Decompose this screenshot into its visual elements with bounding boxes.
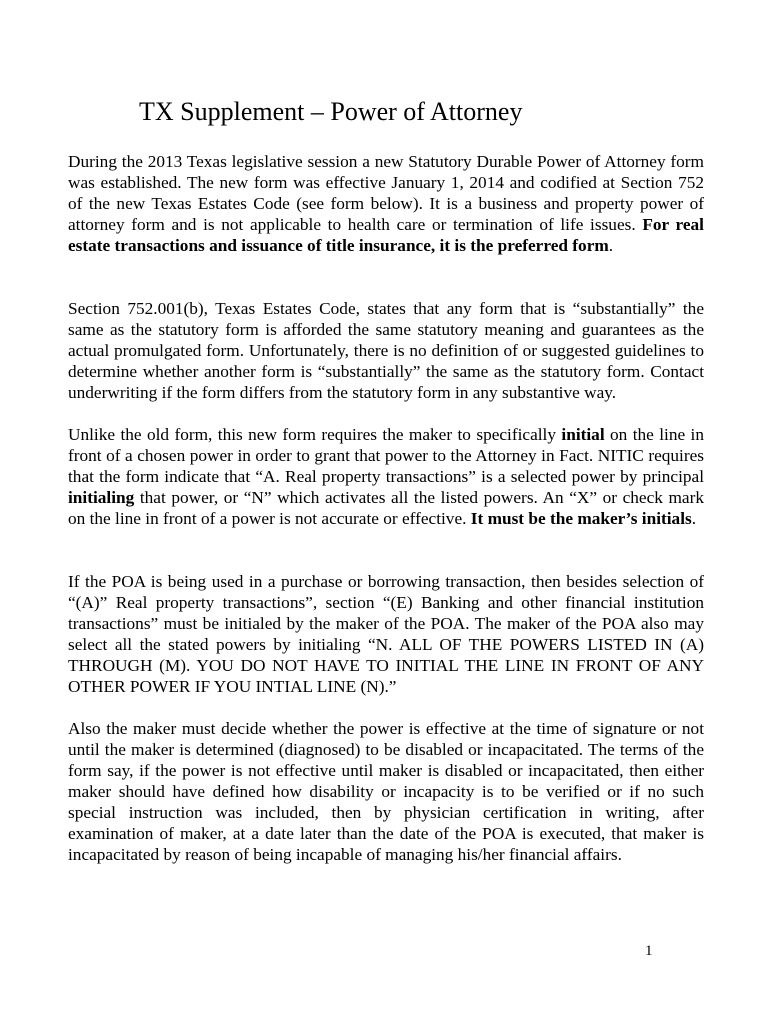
paragraph-end: . xyxy=(691,509,697,528)
paragraph-statutory-form xyxy=(68,151,704,256)
emphasis-makers-initials: It must be the maker’s initials xyxy=(470,509,692,528)
page-title: TX Supplement – Power of Attorney xyxy=(139,97,523,126)
emphasis-initial: initial xyxy=(561,425,605,444)
paragraph-substantially-same xyxy=(68,298,704,403)
paragraph-text: Section 752.001(b), Texas Estates Code, states that any form that is “substantially” the same as the statutory form is afforded the same statutory meaning and guarantees as the actual promulgated form. Unfortunately, there is no definition of or suggested guidelines to determine whether another form is “substantially” the same as the statutory form. Contact underwriting if the form differs from the statutory form in any substantive way. xyxy=(68,299,704,402)
paragraph-text: on the line in front of a chosen power in order to grant that power to the Attorney in Fact. NITIC requires that the form indicate that “A. Real property transactions” is a selected power by principal xyxy=(68,425,704,486)
paragraph-purchase-borrowing xyxy=(68,571,704,697)
paragraph-text: If the POA is being used in a purchase or borrowing transaction, then besides selection of “(A)” Real property transactions”, section “(E) Banking and other financial institution transactions” must be initialed by the maker of the POA. The maker of the POA also may select all the stated powers by initialing “N. ALL OF THE POWERS LISTED IN (A) THROUGH (M). YOU DO NOT HAVE TO INITIAL THE LINE IN FRONT OF ANY OTHER POWER IF YOU INTIAL LINE (N).” xyxy=(68,572,704,696)
paragraph-text: that power, or “N” which activates all the listed powers. An “X” or check mark on the line in front of a power is not accurate or effective. xyxy=(68,488,704,528)
paragraph-initials-requirement xyxy=(68,424,704,529)
paragraph-text: Unlike the old form, this new form requires the maker to specifically xyxy=(68,425,562,444)
paragraph-end: . xyxy=(608,236,614,255)
emphasis-preferred-form: For real estate transactions and issuance of title insurance, it is the preferred form xyxy=(68,215,704,255)
page-number: 1 xyxy=(645,943,653,959)
paragraph-text: During the 2013 Texas legislative session a new Statutory Durable Power of Attorney form was established. The new form was effective January 1, 2014 and codified at Section 752 of the new Texas Estates Code (see form below). It is a business and property power of attorney form and is not applicable to health care or termination of life issues. xyxy=(68,152,704,234)
paragraph-effective-time xyxy=(68,718,704,865)
paragraph-text: Also the maker must decide whether the power is effective at the time of signature or not until the maker is determined (diagnosed) to be disabled or incapacitated. The terms of the form say, if the power is not effective until maker is disabled or incapacitated, then either maker should have defined how disability or incapacity is to be verified or if no such special instruction was included, then by physician certification in writing, after examination of maker, at a date later than the date of the POA is executed, that maker is incapacitated by reason of being incapable of managing his/her financial affairs. xyxy=(68,719,704,864)
emphasis-initialing: initialing xyxy=(68,488,135,507)
